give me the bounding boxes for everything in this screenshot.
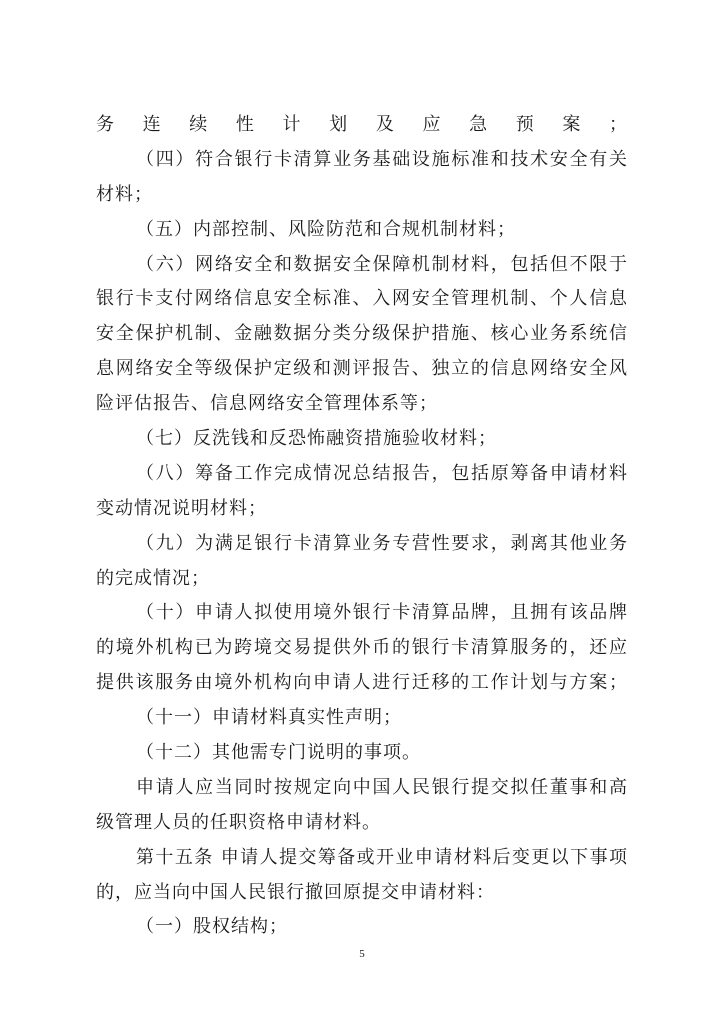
text-line: 的境外机构已为跨境交易提供外币的银行卡清算服务的，还应 bbox=[96, 637, 628, 659]
text-line: 申请人应当同时按规定向中国人民银行提交拟任董事和高 bbox=[136, 776, 628, 798]
text-line: 的，应当向中国人民银行撤回原提交申请材料： bbox=[96, 881, 495, 903]
text-line: （四）符合银行卡清算业务基础设施标准和技术安全有关 bbox=[136, 148, 628, 170]
text-line: （十一）申请材料真实性声明； bbox=[136, 707, 402, 729]
text-line: 息网络安全等级保护定级和测评报告、独立的信息网络安全风 bbox=[96, 358, 628, 380]
text-line: （八）筹备工作完成情况总结报告，包括原筹备申请材料 bbox=[136, 462, 628, 484]
text-line: 第十五条 申请人提交筹备或开业申请材料后变更以下事项 bbox=[136, 846, 628, 868]
page-number: 5 bbox=[359, 948, 365, 960]
text-line: （五）内部控制、风险防范和合规机制材料； bbox=[136, 218, 516, 240]
text-line: （六）网络安全和数据安全保障机制材料，包括但不限于 bbox=[136, 253, 628, 275]
text-line: 提供该服务由境外机构向申请人进行迁移的工作计划与方案； bbox=[96, 672, 628, 694]
text-line: 银行卡支付网络信息安全标准、入网安全管理机制、个人信息 bbox=[96, 288, 628, 310]
text-line: （一）股权结构； bbox=[136, 916, 288, 938]
text-line: （十）申请人拟使用境外银行卡清算品牌，且拥有该品牌 bbox=[136, 602, 628, 624]
text-line: （九）为满足银行卡清算业务专营性要求，剥离其他业务 bbox=[136, 532, 628, 554]
text-line: 的完成情况； bbox=[96, 567, 210, 589]
text-line: 变动情况说明材料； bbox=[96, 497, 267, 519]
text-line: 安全保护机制、金融数据分类分级保护措施、核心业务系统信 bbox=[96, 323, 628, 345]
text-line: 务连续性计划及应急预案； bbox=[96, 114, 628, 135]
text-line: （十二）其他需专门说明的事项。 bbox=[136, 742, 421, 764]
text-line: （七）反洗钱和反恐怖融资措施验收材料； bbox=[136, 428, 497, 450]
text-line: 材料； bbox=[96, 183, 153, 205]
text-line: 险评估报告、信息网络安全管理体系等； bbox=[96, 393, 438, 415]
text-line: 级管理人员的任职资格申请材料。 bbox=[96, 811, 381, 833]
document-body bbox=[96, 108, 628, 945]
